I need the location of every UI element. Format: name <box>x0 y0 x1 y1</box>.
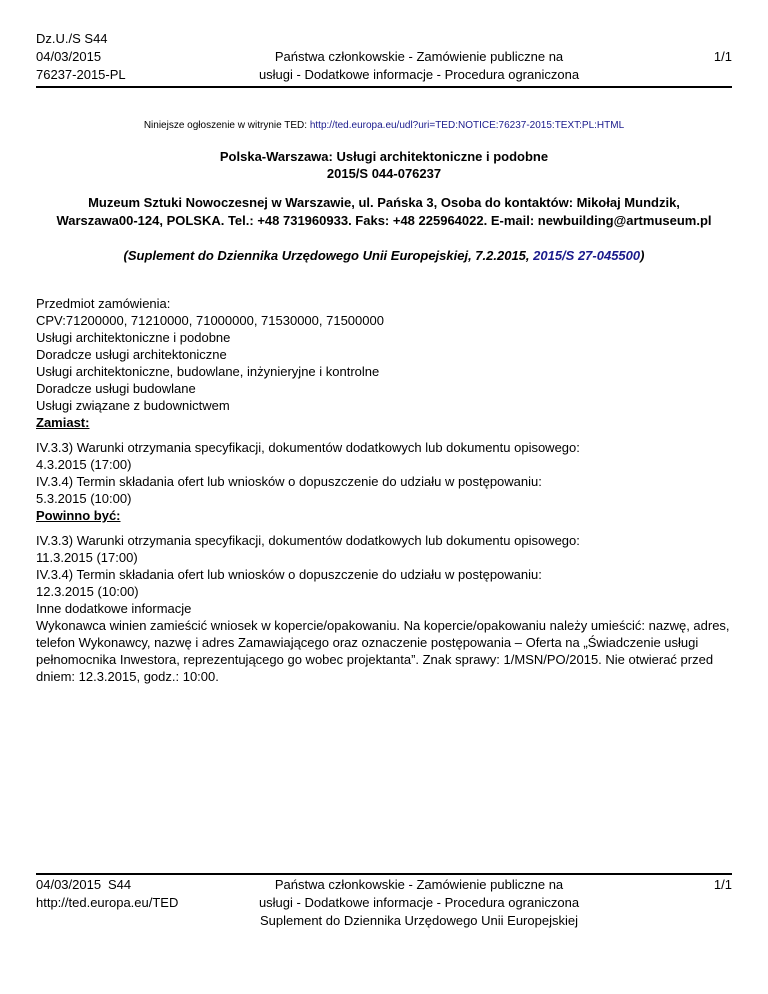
should-be-line: IV.3.4) Termin składania ofert lub wniosków o dopuszczenie do udziału w postępowaniu: <box>36 567 542 582</box>
header-divider <box>36 86 732 88</box>
additional-line: dniem: 12.3.2015, godz.: 10:00. <box>36 669 219 684</box>
page-footer <box>36 876 732 936</box>
subject-item: Usługi architektoniczne i podobne <box>36 330 231 345</box>
footer-category-line3: Suplement do Dziennika Urzędowego Unii Europejskiej <box>260 913 578 928</box>
additional-line: pełnomocnika Inwestora, reprezentującego go wobec projektanta”. Znak sprawy: 1/MSN/PO/2015. Nie otwierać przed <box>36 652 714 667</box>
additional-line: telefon Wykonawcy, nazwę i adres Zamawiającego oraz oznaczenie postępowania – Oferta na „Świadczenie usługi <box>36 635 699 650</box>
supplement-suffix: ) <box>640 248 645 263</box>
footer-category <box>186 876 652 930</box>
contracting-authority <box>36 194 732 230</box>
contact-line2: Warszawa00-124, POLSKA. Tel.: +48 731960933. Faks: +48 225964022. E-mail: newbuilding@artmuseum.pl <box>56 213 712 228</box>
header-category-line2: usługi - Dodatkowe informacje - Procedura ograniczona <box>258 67 580 82</box>
instead-line: IV.3.3) Warunki otrzymania specyfikacji, dokumentów dodatkowych lub dokumentu opisowego: <box>36 440 580 455</box>
should-be-label: Powinno być: <box>36 508 121 523</box>
should-be-line: 12.3.2015 (10:00) <box>36 584 139 599</box>
header-category-line1: Państwa członkowskie - Zamówienie publiczne na <box>274 49 564 64</box>
footer-page-number: 1/1 <box>713 877 732 892</box>
header-notice-id: 76237-2015-PL <box>36 67 126 82</box>
instead-label: Zamiast: <box>36 415 90 430</box>
document-title <box>36 148 732 182</box>
supplement-reference <box>36 248 732 263</box>
ted-notice-link[interactable]: http://ted.europa.eu/udl?uri=TED:NOTICE:76237-2015:TEXT:PL:HTML <box>309 120 625 131</box>
contact-line1: Muzeum Sztuki Nowoczesnej w Warszawie, ul. Pańska 3, Osoba do kontaktów: Mikołaj Mundzik, <box>88 195 680 210</box>
footer-category-line2: usługi - Dodatkowe informacje - Procedura ograniczona <box>258 895 580 910</box>
instead-line: IV.3.4) Termin składania ofert lub wniosków o dopuszczenie do udziału w postępowaniu: <box>36 474 542 489</box>
instead-line: 4.3.2015 (17:00) <box>36 457 132 472</box>
footer-issue: S44 <box>108 877 132 892</box>
footer-category-line1: Państwa członkowskie - Zamówienie publiczne na <box>274 877 564 892</box>
title-line1: Polska-Warszawa: Usługi architektoniczne i podobne <box>219 149 549 164</box>
header-date: 04/03/2015 <box>36 49 102 64</box>
notice-body <box>36 295 732 685</box>
footer-date: 04/03/2015 <box>36 877 102 892</box>
footer-url: http://ted.europa.eu/TED <box>36 895 179 910</box>
additional-line: Wykonawca winien zamieścić wniosek w kopercie/opakowaniu. Na kopercie/opakowaniu należy umieścić: nazwę, adres, <box>36 618 730 633</box>
footer-divider <box>36 873 732 875</box>
title-notice-number: 2015/S 044-076237 <box>326 166 442 181</box>
additional-heading: Inne dodatkowe informacje <box>36 601 192 616</box>
page-header <box>36 30 732 86</box>
subject-item: Usługi architektoniczne, budowlane, inżynieryjne i kontrolne <box>36 364 380 379</box>
ted-notice <box>36 120 732 131</box>
footer-reference <box>36 876 178 912</box>
cpv-codes: CPV:71200000, 71210000, 71000000, 71530000, 71500000 <box>36 313 384 328</box>
subject-item: Doradcze usługi budowlane <box>36 381 196 396</box>
subject-heading: Przedmiot zamówienia: <box>36 296 171 311</box>
should-be-line: 11.3.2015 (17:00) <box>36 550 138 565</box>
subject-item: Usługi związane z budownictwem <box>36 398 230 413</box>
header-journal-ref: Dz.U./S S44 <box>36 31 108 46</box>
header-reference <box>36 30 126 84</box>
supplement-prefix: (Suplement do Dziennika Urzędowego Unii Europejskiej, 7.2.2015, <box>123 248 534 263</box>
header-page-number: 1/1 <box>713 49 732 64</box>
header-category <box>186 48 652 84</box>
supplement-link[interactable]: 2015/S 27-045500 <box>533 248 641 263</box>
ted-notice-prefix: Niniejsze ogłoszenie w witrynie TED: <box>143 120 310 131</box>
should-be-line: IV.3.3) Warunki otrzymania specyfikacji, dokumentów dodatkowych lub dokumentu opisowego: <box>36 533 580 548</box>
instead-line: 5.3.2015 (10:00) <box>36 491 132 506</box>
subject-item: Doradcze usługi architektoniczne <box>36 347 227 362</box>
